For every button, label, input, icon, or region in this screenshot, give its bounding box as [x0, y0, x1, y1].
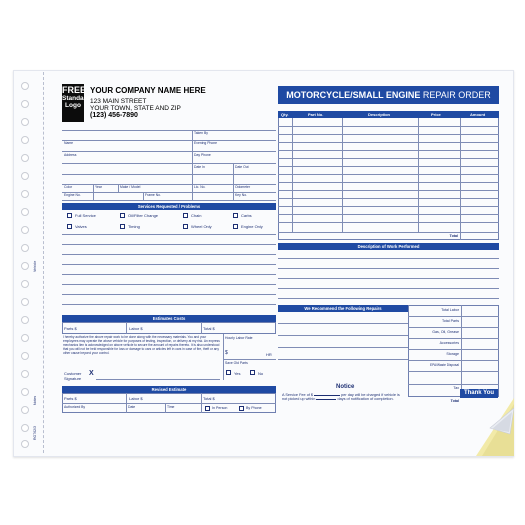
signature-line[interactable] [96, 379, 220, 380]
checkbox-save-yes[interactable] [226, 370, 231, 375]
name-field[interactable]: Name [64, 141, 74, 145]
estimate-row [62, 322, 276, 334]
estimates-header: Estimates Costs [62, 315, 276, 322]
engine-no-field[interactable]: Engine No. [64, 193, 81, 197]
binder-hole [21, 440, 29, 448]
checkbox-full-service[interactable] [67, 213, 72, 218]
col-qty: Qty. [281, 112, 289, 117]
notice-text-4: days of notification of completion. [337, 396, 394, 401]
binder-hole [21, 172, 29, 180]
color-field[interactable]: Color [64, 185, 73, 189]
checkbox-by-phone[interactable] [239, 406, 244, 411]
binder-hole [21, 244, 29, 252]
binder-hole [21, 226, 29, 234]
storage-label: Storage [446, 352, 459, 356]
no-label: No [258, 371, 264, 376]
revised-total-field[interactable]: Total $ [203, 396, 215, 401]
perforation-line [43, 72, 44, 453]
hourly-rate-label: Hourly Labor Rate [225, 336, 253, 340]
revised-estimate-header: Revised Estimate [62, 386, 276, 393]
binder-hole [21, 334, 29, 342]
customer-signature-label: Customer Signature [64, 371, 82, 381]
company-street: 123 MAIN STREET [90, 98, 147, 105]
tax-label: Tax [453, 386, 459, 390]
date-in-field[interactable]: Date In [194, 165, 205, 169]
notice-text-2: per day will be charged if vehicle is [341, 393, 400, 397]
binder-hole [21, 118, 29, 126]
address-field[interactable]: Address [64, 153, 77, 157]
logo-text: FREE [62, 85, 87, 95]
checkbox-timing[interactable] [120, 224, 125, 229]
logo-text: Logo [65, 102, 81, 109]
binder-hole [21, 424, 29, 432]
binder-hole [21, 298, 29, 306]
total-labor-label: Total Labor [441, 308, 459, 312]
services-header: Services Requested / Problems [62, 203, 276, 210]
title-bold: MOTORCYCLE/SMALL ENGINE [286, 90, 421, 100]
title-rest: REPAIR ORDER [420, 90, 491, 100]
revised-parts-field[interactable]: Parts $ [64, 396, 77, 401]
day-phone-field[interactable]: Day Phone [194, 153, 211, 157]
company-name: YOUR COMPANY NAME HERE [90, 86, 206, 95]
binder-hole [21, 406, 29, 414]
col-part-no: Part No. [308, 112, 324, 117]
binder-hole [21, 262, 29, 270]
key-no-field[interactable]: Key No. [235, 193, 248, 197]
binder-hole [21, 388, 29, 396]
page-curl [470, 398, 514, 456]
service-label: Chain [191, 213, 202, 218]
binder-hole [21, 136, 29, 144]
notice-title: Notice [336, 384, 355, 390]
authorization-text: I hereby authorize the above repair work to be done along with the necessary materials. You and your employees may operate the above vehicle for purposes of testing, inspection, or delivery at my risk. An express mechanics lien is acknowledged on above vehicle to secure the amount of repairs thereto. It is also understood that you will not be held responsible for loss or damage to cars or articles left in cars in case of fire, theft or any other cause beyond your control. [63, 335, 220, 355]
yes-label: Yes [234, 371, 241, 376]
binder-hole [21, 208, 29, 216]
days-input[interactable] [316, 399, 336, 400]
hourly-rate-input[interactable]: $ [225, 350, 228, 356]
checkbox-engine-only[interactable] [233, 224, 238, 229]
notice-text-1: A Service Fee of $ [282, 393, 314, 397]
odometer-field[interactable]: Odometer [235, 185, 251, 189]
accessories-label: Accessories [439, 341, 459, 345]
hr-unit: HR [266, 352, 272, 357]
frame-no-field[interactable]: Frame No. [145, 193, 162, 197]
page-curl-graphic [470, 398, 514, 456]
binder-hole [21, 316, 29, 324]
service-label: Carbs [241, 213, 252, 218]
authorized-by-field[interactable]: Authorized By [64, 405, 86, 409]
parts-table [278, 111, 499, 240]
service-label: Timing [128, 224, 140, 229]
revised-labor-field[interactable]: Labor $ [129, 396, 143, 401]
recommend-header: We Recommend the Following Repairs [278, 305, 408, 312]
binder-hole [21, 370, 29, 378]
binder-hole [21, 154, 29, 162]
checkbox-oil-filter[interactable] [120, 213, 125, 218]
thank-you-banner: Thank You [460, 389, 498, 398]
service-fee-input[interactable] [314, 395, 340, 396]
service-label: Valves [75, 224, 87, 229]
binder-hole [21, 352, 29, 360]
grand-total-label: Total [450, 399, 459, 403]
revised-date-field[interactable]: Date [128, 405, 136, 409]
notice-text [282, 394, 400, 402]
service-label: Wheel Only [191, 224, 212, 229]
work-performed-header: Description of Work Performed [278, 243, 499, 250]
revised-time-field[interactable]: Time [167, 405, 175, 409]
binder-hole [21, 190, 29, 198]
col-description: Description [368, 112, 391, 117]
side-label-vehicle: Vehicle [33, 260, 37, 272]
company-phone: (123) 456-7890 [90, 112, 138, 119]
binder-hole [21, 82, 29, 90]
company-city: YOUR TOWN, STATE AND ZIP [90, 105, 181, 112]
signature-x-mark: X [89, 370, 94, 377]
estimate-parts-field[interactable]: Parts $ [64, 326, 77, 331]
binder-hole [21, 100, 29, 108]
notice-text-3: not picked up within [282, 396, 316, 401]
checkbox-save-no[interactable] [250, 370, 255, 375]
col-amount: Amount [470, 112, 486, 117]
checkbox-carbs[interactable] [233, 213, 238, 218]
epa-label: EPA/Waste Disposal [429, 363, 459, 367]
lic-no-field[interactable]: Lic. No. [194, 185, 206, 189]
evening-phone-field[interactable]: Evening Phone [194, 141, 217, 145]
checkbox-chain[interactable] [183, 213, 188, 218]
form-code: RO762/3 [33, 425, 37, 440]
checkbox-wheel-only[interactable] [183, 224, 188, 229]
service-label: Oil/Filter Change [128, 213, 159, 218]
estimate-labor-field[interactable]: Labor $ [129, 326, 143, 331]
date-out-field[interactable]: Date Out [235, 165, 249, 169]
checkbox-valves[interactable] [67, 224, 72, 229]
make-model-field[interactable]: Make / Model [120, 185, 141, 189]
save-old-parts-label: Save Old Parts [225, 361, 248, 365]
estimate-total-field[interactable]: Total $ [203, 326, 215, 331]
side-label-notes: Notes [33, 395, 37, 405]
service-label: Full Service [75, 213, 96, 218]
total-parts-label: Total Parts [442, 319, 459, 323]
logo [62, 84, 91, 122]
year-field[interactable]: Year [95, 185, 102, 189]
gas-oil-label: Gas, Oil, Grease [432, 330, 459, 334]
form-title [278, 86, 499, 104]
in-person-label: In Person [212, 406, 228, 410]
by-phone-label: By Phone [246, 406, 262, 410]
logo-text: Standard [62, 95, 91, 102]
parts-total-label: Total [449, 234, 458, 238]
service-label: Engine Only [241, 224, 263, 229]
checkbox-in-person[interactable] [205, 406, 210, 411]
col-price: Price [431, 112, 441, 117]
binder-hole [21, 280, 29, 288]
taken-by-field[interactable]: Taken By [194, 131, 208, 135]
